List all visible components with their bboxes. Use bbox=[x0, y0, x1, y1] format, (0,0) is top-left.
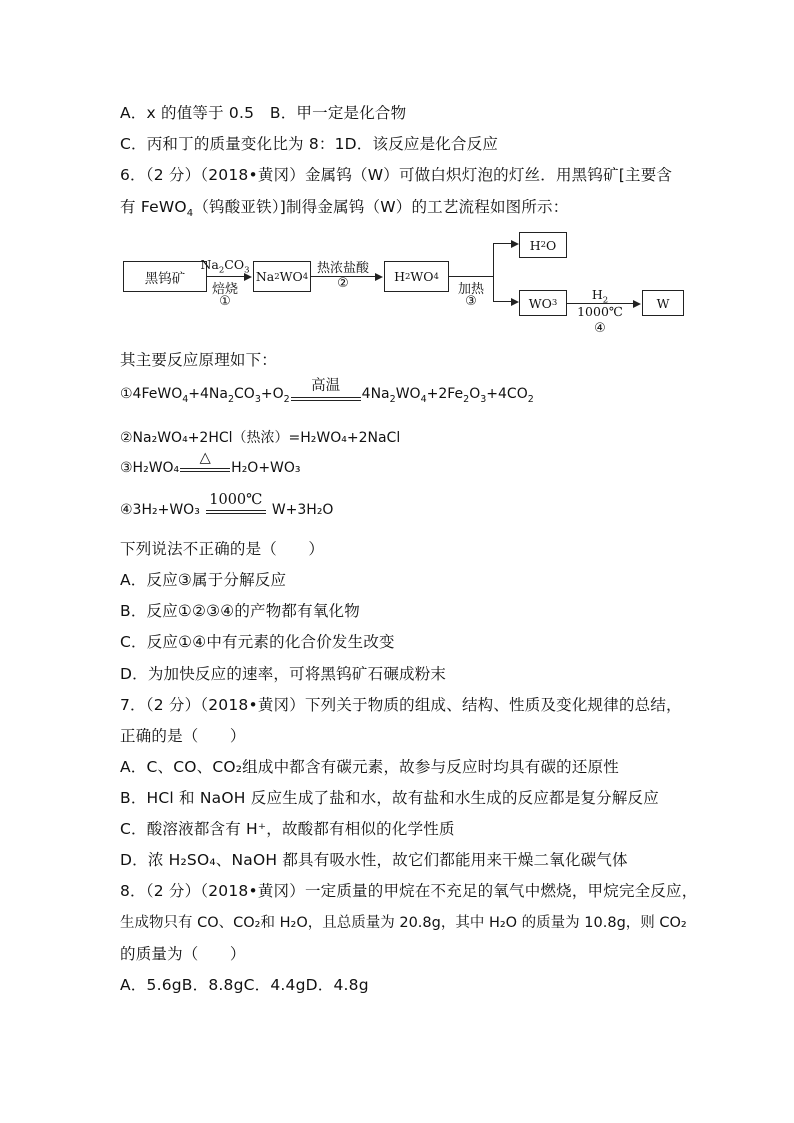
eq3-condition: △ bbox=[199, 450, 211, 466]
q7-option-c: C．酸溶液都含有 H⁺，故酸都有相似的化学性质 bbox=[120, 820, 455, 838]
q6-stem-line2 bbox=[120, 197, 569, 220]
eq1-condition-bar bbox=[291, 377, 361, 405]
flow-step4-reagent-a: H bbox=[591, 287, 603, 302]
eq1-condition: 高温 bbox=[311, 377, 341, 394]
q5-options-ab: A．x 的值等于 0.5 B．甲一定是化合物 bbox=[120, 104, 407, 122]
flow-box3-b: WO bbox=[410, 269, 434, 284]
flow-arrow-2-head bbox=[375, 273, 383, 281]
eq4-condition-bar bbox=[206, 492, 266, 518]
flow-step2-reagent: 热浓盐酸 bbox=[316, 261, 369, 276]
flow-box4-a: H bbox=[529, 237, 541, 253]
q6-principle-intro: 其主要反应原理如下： bbox=[120, 351, 278, 369]
flow-step4-condition: 1000℃ bbox=[577, 304, 623, 319]
flow-box3-sub1: 2 bbox=[404, 271, 411, 282]
eq4-condition: 1000℃ bbox=[209, 492, 263, 508]
q6-equation-1: $①4FeWO_4+4Na_2CO_3+O_2$ 高温 $4Na_2WO_4+2Fe_2O_3+4CO_2$ bbox=[120, 386, 534, 405]
q7-option-d: D．浓 H₂SO₄、NaOH 都具有吸水性，故它们都能用来干燥二氧化碳气体 bbox=[120, 851, 628, 869]
q6-stem2-a: 有 FeWO bbox=[120, 198, 187, 216]
q8-options: A．5.6gB．8.8gC．4.4gD．4.8g bbox=[120, 976, 369, 994]
flow-step1-reagent-sub2: 3 bbox=[244, 265, 250, 276]
flow-arrow-3b-head bbox=[511, 298, 519, 306]
q7-stem-line2: 正确的是（ ） bbox=[120, 727, 246, 745]
flow-box5-a: WO bbox=[528, 295, 552, 311]
flow-step1-condition: 焙烧 bbox=[211, 282, 238, 297]
flow-step3-condition: 加热 bbox=[457, 282, 484, 297]
q7-stem-line1: 7．（2 分）（2018•黄冈）下列关于物质的组成、结构、性质及变化规律的总结， bbox=[120, 696, 682, 714]
q7-option-b: B．HCl 和 NaOH 反应生成了盐和水，故有盐和水生成的反应都是复分解反应 bbox=[120, 789, 659, 807]
flow-box4-sub: 2 bbox=[540, 240, 547, 250]
flow-box2-sub2: 4 bbox=[302, 271, 309, 282]
flow-arrow-3a-line bbox=[493, 243, 511, 244]
flow-box3-a: H bbox=[394, 269, 405, 284]
flow-box5-sub: 3 bbox=[551, 298, 558, 308]
flow-box-ore: 黑钨矿 bbox=[123, 261, 207, 292]
flow-box2-sub1: 2 bbox=[274, 271, 280, 282]
flow-arrow-3b-line bbox=[493, 301, 511, 302]
q7-option-a: A．C、CO、CO₂组成中都含有碳元素，故参与反应时均具有碳的还原性 bbox=[120, 758, 619, 776]
flow-step4-number: ④ bbox=[594, 321, 606, 336]
flow-branch-vertical bbox=[493, 243, 494, 301]
eq1-left: ①4FeWO bbox=[120, 386, 183, 402]
flow-box3-sub2: 4 bbox=[433, 271, 439, 282]
flow-box2-a: Na bbox=[255, 269, 275, 284]
flow-step2-number: ② bbox=[337, 276, 349, 291]
flow-box-tungsten: W bbox=[642, 290, 684, 316]
flow-step3-number: ③ bbox=[465, 294, 477, 309]
q6-stem2-b: （钨酸亚铁）]制得金属钨（W）的工艺流程如图所示： bbox=[193, 198, 569, 216]
q6-option-d: D．为加快反应的速率，可将黑钨矿石碾成粉末 bbox=[120, 665, 447, 683]
flow-box-water bbox=[519, 232, 567, 258]
flow-arrow-3a-head bbox=[511, 240, 519, 248]
q5-options-cd: C．丙和丁的质量变化比为 8：1D．该反应是化合反应 bbox=[120, 135, 499, 153]
q6-equation-3 bbox=[120, 450, 301, 476]
q8-stem-line2: 生成物只有 CO、CO₂和 H₂O，且总质量为 20.8g，其中 H₂O 的质量为 10.8g，则 CO₂ bbox=[120, 915, 687, 931]
q6-option-c: C．反应①④中有元素的化合价发生改变 bbox=[120, 633, 395, 651]
q6-option-a: A．反应③属于分解反应 bbox=[120, 571, 287, 589]
flow-step4-reagent bbox=[570, 287, 630, 306]
q8-stem-line1: 8．（2 分）（2018•黄冈）一定质量的甲烷在不充足的氧气中燃烧，甲烷完全反应， bbox=[120, 882, 698, 900]
q6-equation-4 bbox=[120, 492, 334, 518]
q6-stem-line1: 6．（2 分）（2018•黄冈）金属钨（W）可做白炽灯泡的灯丝．用黑钨矿[主要含 bbox=[120, 166, 673, 184]
eq4-right: W+3H₂O bbox=[271, 502, 334, 518]
flow-step1-reagent-sub1: 2 bbox=[218, 265, 225, 276]
q6-stem2-sub: 4 bbox=[186, 208, 194, 220]
flow-box4-b: O bbox=[546, 237, 557, 253]
q6-option-b: B．反应①②③④的产物都有氧化物 bbox=[120, 602, 360, 620]
process-flow-diagram bbox=[120, 232, 700, 344]
eq4-left: ④3H₂+WO₃ bbox=[120, 502, 200, 518]
eq3-right: H₂O+WO₃ bbox=[231, 460, 301, 476]
flow-box-tungstic-acid bbox=[384, 261, 449, 292]
flow-step1-number: ① bbox=[219, 294, 231, 309]
flow-box-sodium-tungstate bbox=[253, 261, 311, 292]
q6-question: 下列说法不正确的是（ ） bbox=[120, 540, 325, 558]
flow-arrow-1-line bbox=[207, 276, 244, 277]
flow-step1-reagent bbox=[192, 257, 258, 276]
flow-box-tungsten-trioxide bbox=[519, 290, 567, 316]
eq3-condition-bar bbox=[180, 450, 230, 476]
flow-step1-reagent-a: Na bbox=[200, 257, 219, 272]
flow-arrow-4-head bbox=[633, 300, 641, 308]
eq3-left: ③H₂WO₄ bbox=[120, 460, 180, 476]
q6-equation-2: ②Na₂WO₄+2HCl（热浓）=H₂WO₄+2NaCl bbox=[120, 430, 401, 446]
flow-box2-b: WO bbox=[279, 269, 303, 284]
flow-step4-reagent-sub: 2 bbox=[602, 295, 609, 306]
flow-step1-reagent-b: CO bbox=[224, 257, 245, 272]
q8-stem-line3: 的质量为（ ） bbox=[120, 945, 246, 963]
flow-branch-line bbox=[449, 276, 493, 277]
